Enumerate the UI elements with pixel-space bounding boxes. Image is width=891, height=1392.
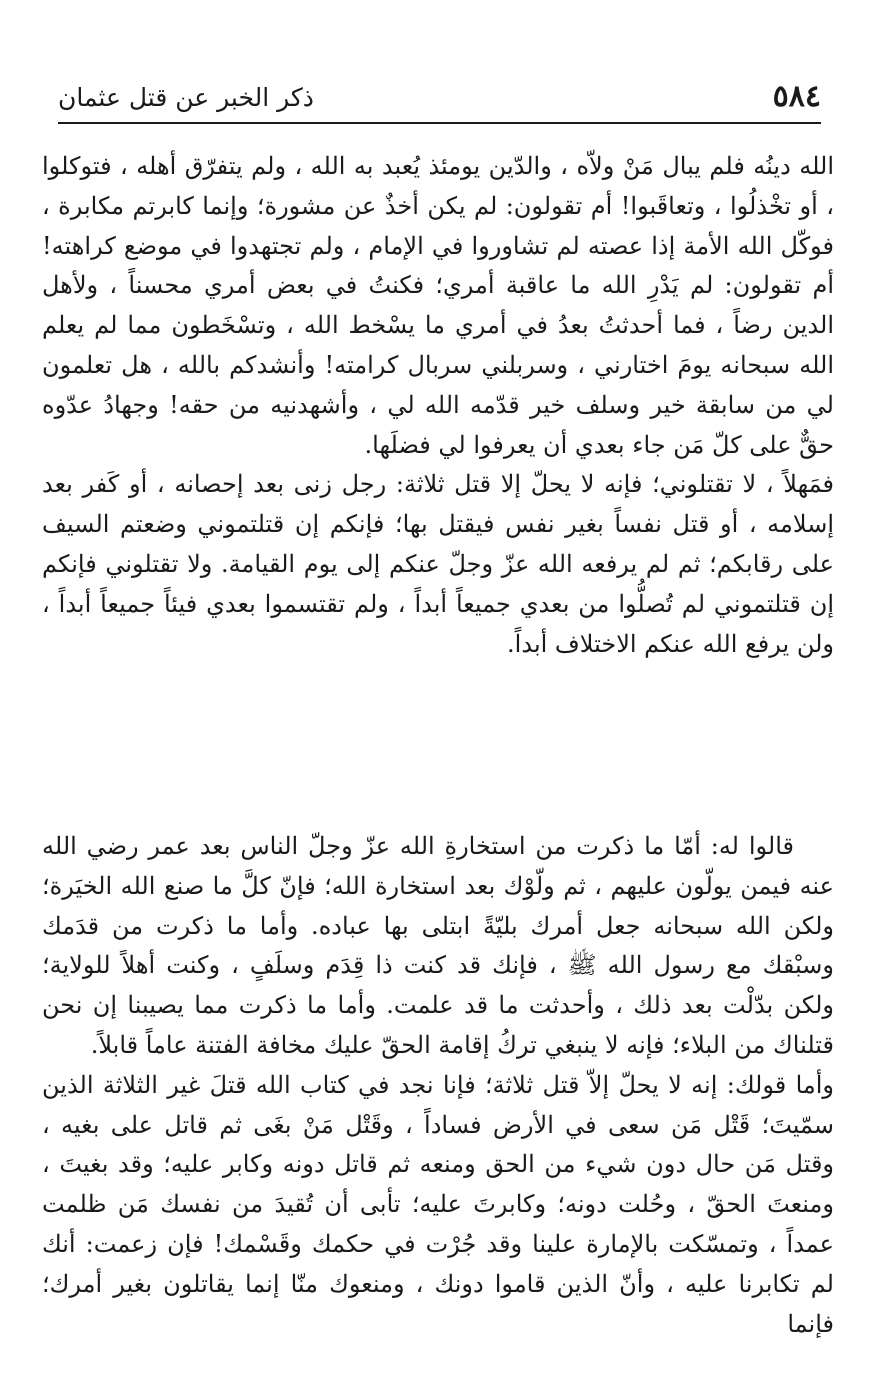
chapter-title: ذكر الخبر عن قتل عثمان [58,83,314,112]
paragraph: قالوا له: أمّا ما ذكرت من استخارةِ الله عزّ وجلّ الناس بعد عمر رضي الله عنه فيمن يولّون عليهم ، ثم ولّوْك بعد استخارة الله؛ فإنّ كلَّ ما صنع الله الخيَرة؛ ولكن الله سبحانه جعل أمرك بليّةً ابتلى بها عباده. وأما ما ذكرت من قدَمك وسبْقك مع رسول الله ﷺ ، فإنك قد كنت ذا قِدَم وسلَفٍ ، وكنت أهلاً للولاية؛ ولكن بدّلْت بعد ذلك ، وأحدثت ما قد علمت. وأما ما ذكرت مما يصيبنا إن نحن قتلناك من البلاء؛ فإنه لا ينبغي تركُ إقامة الحقّ عليك مخافة الفتنة عاماً قابلاً. [42,832,834,1059]
paragraph: وأما قولك: إنه لا يحلّ إلاّ قتل ثلاثة؛ فإنا نجد في كتاب الله قتلَ غير الثلاثة الذين سمّيتَ؛ قَتْل مَن سعى في الأرض فساداً ، وقَتْل مَنْ بغَى ثم قاتل على بغيه ، وقتل مَن حال دون شيء من الحق ومنعه ثم قاتل دونه وكابر عليه؛ وقد بغيتَ ، ومنعتَ الحقّ ، وحُلت دونه؛ وكابرتَ عليه؛ تأبى أن تُقيدَ من نفسك مَن ظلمت عمداً ، وتمسّكت بالإمارة علينا وقد جُرْت في حكمك وقَسْمك! فإن زعمت: أنك لم تكابرنا عليه ، وأنّ الذين قاموا دونك ، ومنعوك منّا إنما يقاتلون بغير أمرك؛ فإنما [42,1070,835,1338]
running-header [58,78,821,118]
text-block-reply [42,827,834,1344]
paragraph: الله دينُه فلم يبال مَنْ ولاّه ، والدّين يومئذ يُعبد به الله ، ولم يتفرّق أهله ، فتوكلوا ، أو تخْذلُوا ، وتعاقَبوا! أم تقولون: لم يكن أخذٌ عن مشورة؛ وإنما كابرتم مكابرة ، فوكّل الله الأمة إذا عصته لم تشاوروا في الإمام ، ولم تجتهدوا في موضع كراهته! أم تقولون: لم يَدْرِ الله ما عاقبة أمري؛ فكنتُ في بعض أمري محسناً ، ولأهل الدين رضاً ، فما أحدثتُ بعدُ في أمري ما يسْخط الله ، وتسْخَطون مما لم يعلم الله سبحانه يومَ اختارني ، وسربلني سربال كرامته! وأنشدكم بالله ، هل تعلمون لي من سابقة خير وسلف خير قدّمه الله لي ، وأشهدنيه من حقه! وجهادُ عدّوه حقٌّ على كلّ مَن جاء بعدي أن يعرفوا لي فضلَها. [42,152,834,459]
page-number: ٥٨٤ [772,79,821,114]
paragraph: فمَهلاً ، لا تقتلوني؛ فإنه لا يحلّ إلا قتل ثلاثة: رجل زنى بعد إحصانه ، أو كَفر بعد إسلامه ، أو قتل نفساً بغير نفس فيقتل بها؛ فإنكم إن قتلتموني وضعتم السيف على رقابكم؛ ثم لم يرفعه الله عزّ وجلّ عنكم إلى يوم القيامة. ولا تقتلوني فإنكم إن قتلتموني لم تُصلُّوا من بعدي جميعاً أبداً ، ولم تقتسموا بعدي فيئاً جميعاً أبداً ، ولن يرفع الله عنكم الاختلاف أبداً. [42,470,835,658]
header-divider [58,122,821,124]
text-block-speech [42,147,834,664]
